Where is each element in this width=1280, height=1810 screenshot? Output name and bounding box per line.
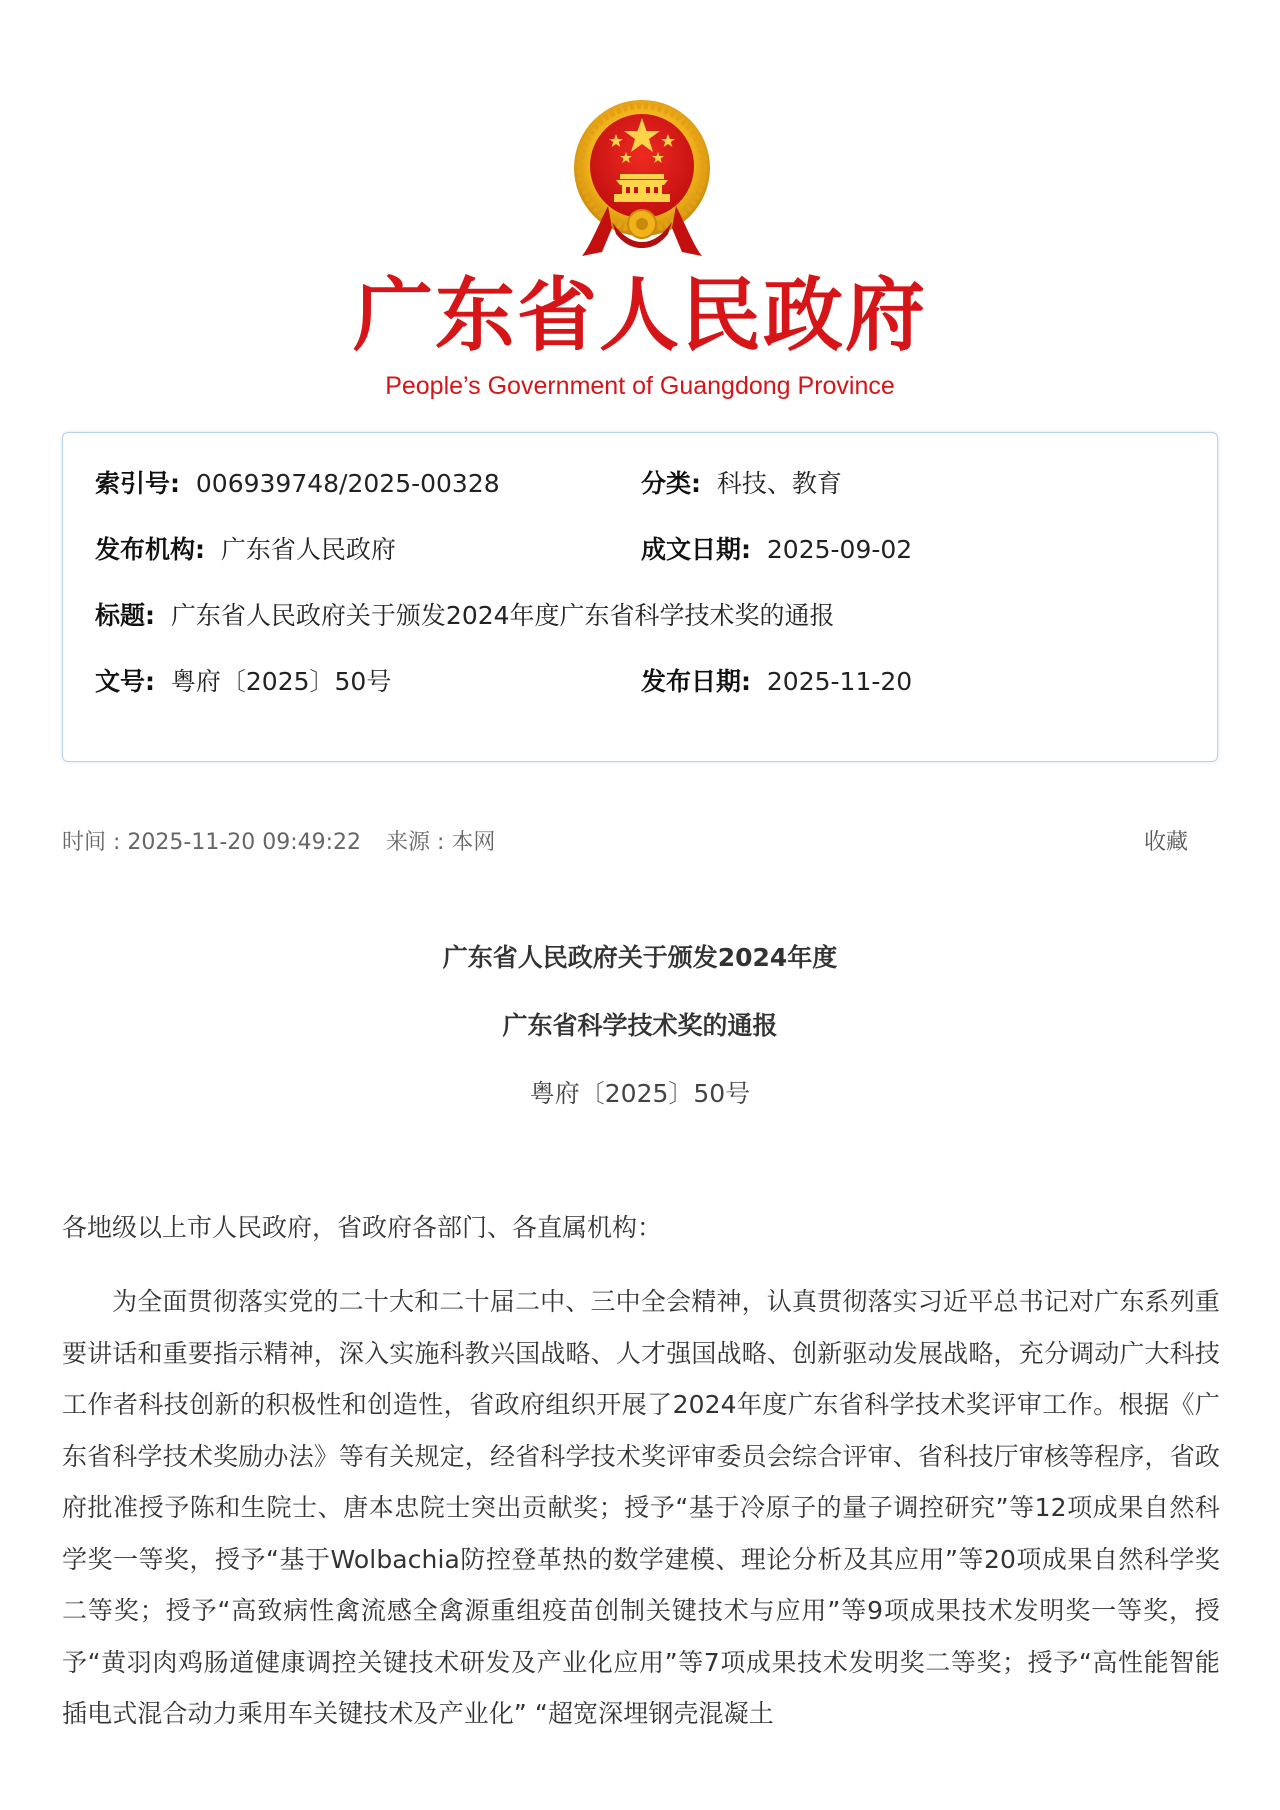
meta-value: 粤府〔2025〕50号 — [170, 667, 392, 696]
meta-value: 科技、教育 — [716, 469, 842, 498]
meta-issuer — [95, 533, 396, 567]
favorite-button[interactable]: 收藏 — [1143, 830, 1188, 855]
meta-category — [641, 467, 842, 501]
meta-label: 标题: — [95, 601, 155, 630]
meta-value: 2025-11-20 — [766, 667, 913, 696]
article-document-number: 粤府〔2025〕50号 — [529, 1079, 751, 1108]
meta-value: 006939748/2025-00328 — [195, 469, 500, 498]
meta-label: 发布日期: — [641, 667, 751, 696]
article-title-line-1: 广东省人民政府关于颁发2024年度 — [442, 943, 838, 972]
meta-index-number — [95, 467, 500, 501]
meta-value: 广东省人民政府关于颁发2024年度广东省科学技术奖的通报 — [170, 601, 835, 630]
meta-label: 分类: — [641, 469, 701, 498]
article-paragraph: 为全面贯彻落实党的二十大和二十届二中、三中全会精神，认真贯彻落实习近平总书记对广东系列重要讲话和重要指示精神，深入实施科教兴国战略、人才强国战略、创新驱动发展战略，充分调动广大科技工作者科技创新的积极性和创造性，省政府组织开展了2024年度广东省科学技术奖评审工作。根据《广东省科学技术奖励办法》等有关规定，经省科学技术奖评审委员会综合评审、省科技厅审核等程序，省政府批准授予陈和生院士、唐本忠院士突出贡献奖；授予“基于冷原子的量子调控研究”等12项成果自然科学奖一等奖，授予“基于Wolbachia防控登革热的数学建模、理论分析及其应用”等20项成果自然科学奖二等奖；授予“高致病性禽流感全禽源重组疫苗创制关键技术与应用”等9项成果技术发明奖一等奖，授予“黄羽肉鸡肠道健康调控关键技术研发及产业化应用”等7项成果技术发明奖二等奖；授予“高性能智能插电式混合动力乘用车关键技术及产业化” “超宽深埋钢壳混凝土 — [62, 1287, 1220, 1728]
meta-label: 文号: — [95, 667, 155, 696]
publish-time: 时间 : 2025-11-20 09:49:22 — [62, 830, 362, 855]
meta-label: 发布机构: — [95, 535, 205, 564]
meta-title — [95, 599, 835, 633]
meta-publish-date — [641, 665, 912, 699]
article-salutation: 各地级以上市人民政府，省政府各部门、各直属机构： — [62, 1213, 663, 1242]
meta-value: 广东省人民政府 — [220, 535, 396, 564]
government-subtitle: People’s Government of Guangdong Province — [385, 372, 895, 400]
meta-label: 索引号: — [95, 469, 180, 498]
article-title-line-2: 广东省科学技术奖的通报 — [502, 1011, 778, 1040]
site-header — [0, 90, 1280, 410]
government-title: 广东省人民政府 — [353, 269, 927, 362]
document-metadata-box — [62, 432, 1218, 762]
meta-written-date — [641, 533, 912, 567]
article-source: 来源 : 本网 — [386, 830, 496, 855]
meta-document-number — [95, 665, 391, 699]
article-info-bar — [62, 826, 1218, 860]
meta-value: 2025-09-02 — [766, 535, 913, 564]
national-emblem-icon — [568, 96, 716, 264]
meta-label: 成文日期: — [641, 535, 751, 564]
